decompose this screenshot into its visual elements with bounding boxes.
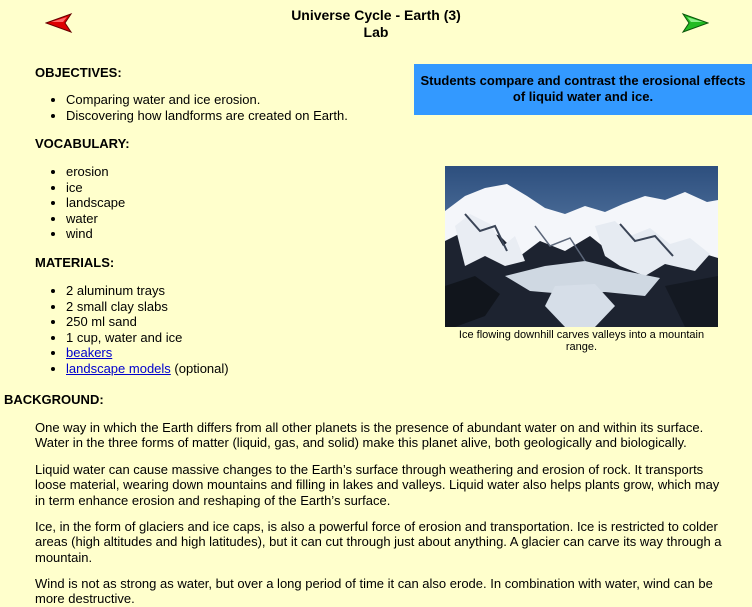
landscape-models-link[interactable]: landscape models <box>66 360 171 376</box>
objectives-heading: OBJECTIVES: <box>35 65 122 80</box>
list-item: • ice <box>66 180 125 196</box>
list-item: • 2 small clay slabs <box>66 299 229 315</box>
vocabulary-list <box>35 164 125 242</box>
list-item: • 2 aluminum trays <box>66 283 229 299</box>
list-item <box>66 345 229 361</box>
list-item: • Comparing water and ice erosion. <box>66 92 348 108</box>
background-paragraph: Ice, in the form of glaciers and ice caps, is also a powerful force of erosion and transportation. Ice is restricted to colder areas (high altitudes and high latitudes), but it can cut through just about anything. A glacier can carve its way through a mountain. <box>35 519 722 565</box>
objectives-list <box>35 92 348 123</box>
list-item: • Discovering how landforms are created on Earth. <box>66 108 348 124</box>
materials-list <box>35 283 229 377</box>
materials-heading: MATERIALS: <box>35 255 115 270</box>
background-paragraph: Liquid water can cause massive changes to the Earth’s surface through weathering and erosion of rock. It transports loose material, wearing down mountains and filling in lakes and valleys. Liquid water also helps plants grow, which may in term enhance erosion and reshaping of the Earth’s surface. <box>35 462 720 508</box>
page-title-line1: Universe Cycle - Earth (3) <box>291 7 461 23</box>
page-title <box>0 7 752 41</box>
list-item: • wind <box>66 226 125 242</box>
background-paragraph: Wind is not as strong as water, but over a long period of time it can also erode. In combination with water, wind can be more destructive. <box>35 576 713 607</box>
list-item: • erosion <box>66 164 125 180</box>
list-item: • 1 cup, water and ice <box>66 330 229 346</box>
list-item: • water <box>66 211 125 227</box>
list-item <box>66 361 229 377</box>
photo-caption: Ice flowing downhill carves valleys into a mountain range. <box>458 329 705 353</box>
lab-summary-box: Students compare and contrast the erosional effects of liquid water and ice. <box>414 64 752 115</box>
list-item: • landscape <box>66 195 125 211</box>
background-heading: BACKGROUND: <box>4 392 104 407</box>
optional-note: (optional) <box>170 360 229 376</box>
list-item: • 250 ml sand <box>66 314 229 330</box>
vocabulary-heading: VOCABULARY: <box>35 136 130 151</box>
background-paragraph: One way in which the Earth differs from all other planets is the presence of abundant water on and within its surface. Water in the three forms of matter (liquid, gas, and solid) make this planet alive, both geologically and biologically. <box>35 420 704 451</box>
glacier-mountain-photo <box>445 166 718 327</box>
beakers-link[interactable]: beakers <box>66 345 113 361</box>
page-title-line2: Lab <box>363 24 389 40</box>
